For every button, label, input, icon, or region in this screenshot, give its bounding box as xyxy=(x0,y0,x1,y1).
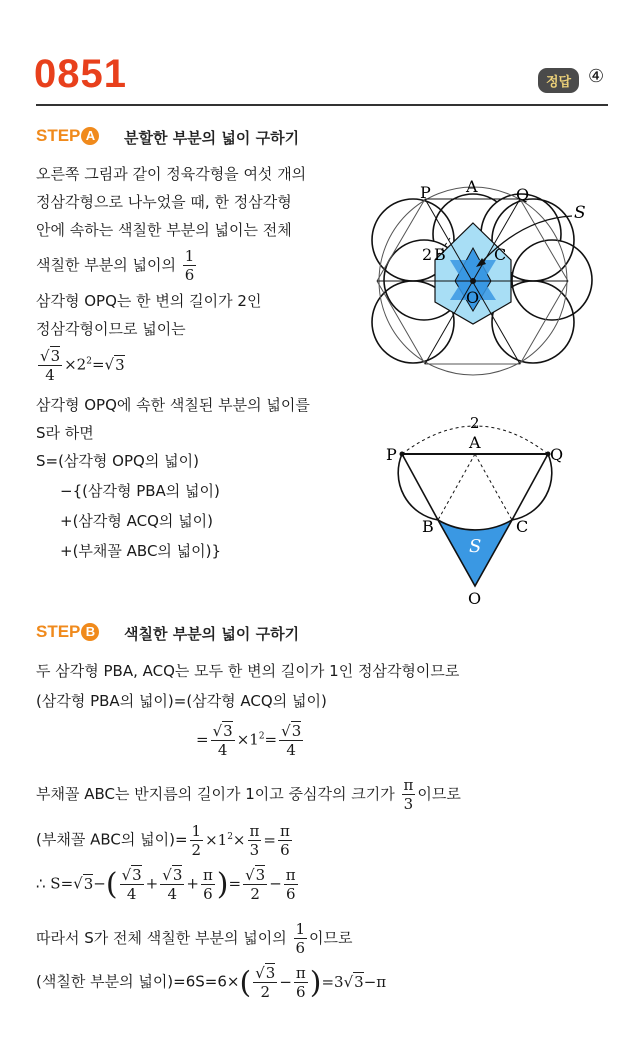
answer-value: ④ xyxy=(588,66,605,87)
para3-line1: 삼각형 OPQ에 속한 색칠된 부분의 넓이를 xyxy=(36,396,310,414)
para1-line2: 정삼각형으로 나누었을 때, 한 정삼각형 xyxy=(36,193,292,211)
label-C2: C xyxy=(516,517,529,536)
s-def-line3: +(삼각형 ACQ의 넓이) xyxy=(60,512,214,530)
hexagon-circles-diagram xyxy=(362,168,612,408)
step-b-badge: STEP B xyxy=(36,622,99,642)
para1-line1: 오른쪽 그림과 같이 정육각형을 여섯 개의 xyxy=(36,165,307,183)
step-b-line8: (색칠한 부분의 넓이)=6S=6×( $\frac{√3}{2}$ − $\frac{\pi}{6}$ )=3√3−π xyxy=(36,964,387,1001)
header-divider xyxy=(36,104,608,106)
step-b-line4: 부채꼴 ABC는 반지름의 길이가 1이고 중심각의 크기가 $\frac{\pi}{3}$ 이므로 xyxy=(36,776,461,813)
label-Q2: Q xyxy=(550,445,564,464)
step-a-title: 분할한 부분의 넓이 구하기 xyxy=(124,129,300,147)
area-opq-formula: $\frac{√3}{4}$ $\times 2^2=√3$ xyxy=(40,347,125,384)
label-C1: C xyxy=(494,245,507,264)
s-def-line1: S=(삼각형 OPQ의 넓이) xyxy=(36,452,199,470)
step-a-badge: STEP A xyxy=(36,126,99,146)
label-Q1: Q xyxy=(516,185,530,204)
step-b-title: 색칠한 부분의 넓이 구하기 xyxy=(124,625,300,643)
label-S1: S xyxy=(574,203,586,223)
para3-line2: S라 하면 xyxy=(36,424,94,442)
answer-badge: 정답 xyxy=(538,68,579,93)
step-b-line7: 따라서 S가 전체 색칠한 부분의 넓이의 $\frac{1}{6}$ 이므로 xyxy=(36,920,353,957)
step-b-line1: 두 삼각형 PBA, ACQ는 모두 한 변의 길이가 1인 정삼각형이므로 xyxy=(36,662,460,680)
label-B1: B xyxy=(434,245,446,264)
label-A2: A xyxy=(469,433,481,452)
label-two2: 2 xyxy=(470,414,480,432)
step-b-line5: (부채꼴 ABC의 넓이)= $\frac{1}{2}$ $\times 1^2\times$ $\frac{\pi}{3}$ = $\frac{\pi}{6}$ xyxy=(36,822,290,859)
step-b-line2: (삼각형 PBA의 넓이)=(삼각형 ACQ의 넓이) xyxy=(36,692,327,710)
step-b-line6: ∴ S=√3−( $\frac{√3}{4}$ + $\frac{√3}{4}$ + $\frac{\pi}{6}$ )= $\frac{√3}{2}$ − $\frac{\pi}{6}$ xyxy=(36,866,296,903)
para1-line4: 색칠한 부분의 넓이의 $\frac{1}{6}$ xyxy=(36,247,195,284)
step-b-line3: = $\frac{√3}{4}$ $\times 1^2=$ $\frac{√3}{4}$ xyxy=(196,722,302,759)
para1-line3: 안에 속하는 색칠한 부분의 넓이는 전체 xyxy=(36,221,292,239)
label-B2: B xyxy=(422,517,434,536)
label-O2: O xyxy=(468,589,482,608)
s-def-line4: +(부채꼴 ABC의 넓이)} xyxy=(60,542,222,560)
label-two1: 2 xyxy=(422,245,433,264)
s-def-line2: −{(삼각형 PBA의 넓이) xyxy=(60,482,220,500)
label-O1: O xyxy=(466,288,480,307)
label-S2: S xyxy=(469,536,482,557)
para2-line1: 삼각형 OPQ는 한 변의 길이가 2인 xyxy=(36,292,262,310)
label-P2: P xyxy=(386,445,397,464)
triangle-sector-diagram xyxy=(380,408,580,608)
label-P1: P xyxy=(420,183,431,202)
para2-line2: 정삼각형이므로 넓이는 xyxy=(36,320,186,338)
problem-number: 0851 xyxy=(34,52,127,96)
label-A1: A xyxy=(466,177,478,196)
